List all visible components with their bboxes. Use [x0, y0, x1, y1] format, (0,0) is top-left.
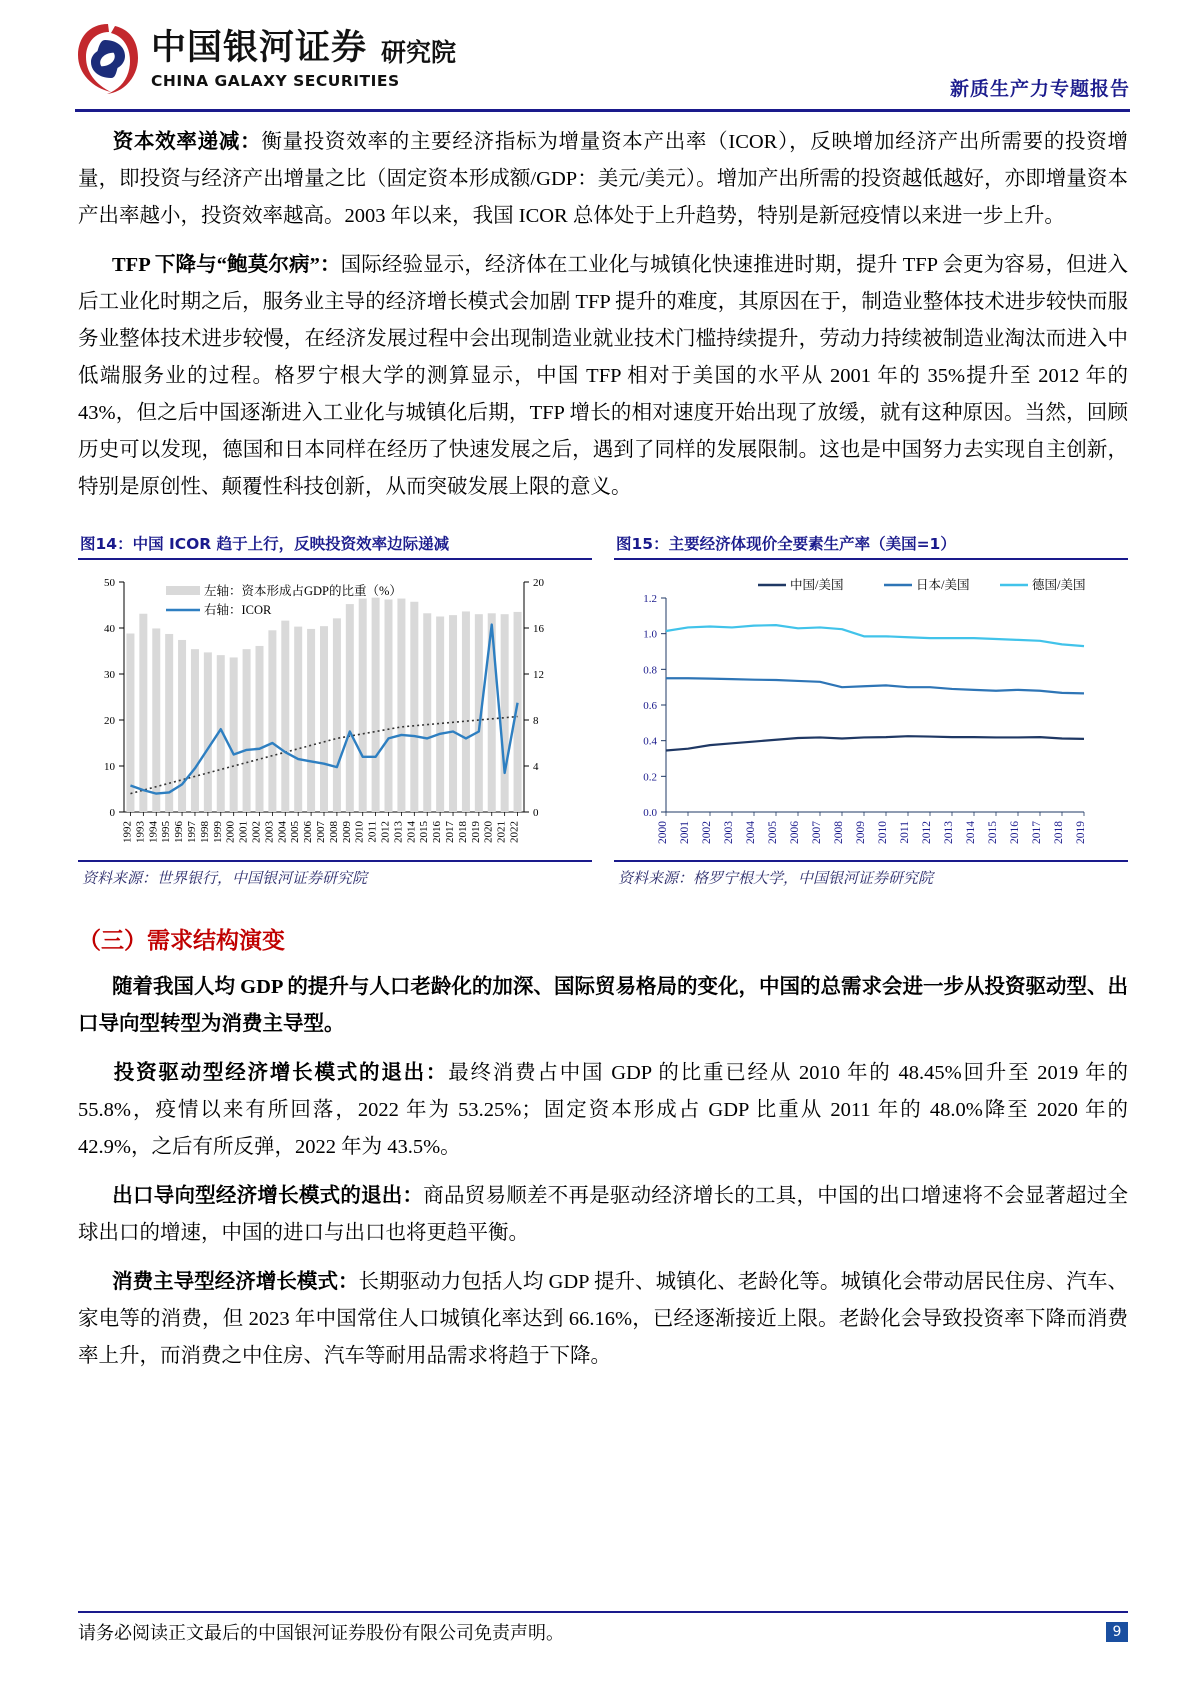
figure-14-source: 资料来源：世界银行，中国银河证券研究院: [78, 860, 592, 888]
fig15-y-tick: 1.0: [643, 628, 657, 641]
fig14-y2-tick: 0: [533, 807, 539, 819]
fig14-bar: [307, 629, 315, 812]
fig15-legend: [758, 577, 1085, 592]
fig15-x-tick: 2019: [1075, 821, 1087, 844]
fig15-x-tick: 2000: [657, 821, 669, 844]
fig14-x-tick: 2011: [366, 820, 379, 843]
fig14-x-tick: 2000: [224, 821, 237, 844]
paragraph-lead: 投资驱动型经济增长模式的退出：: [112, 1062, 449, 1084]
figure-15-title: 图15：主要经济体现价全要素生产率（美国=1）: [614, 530, 1128, 560]
fig14-bar: [152, 628, 160, 812]
fig14-y2-tick: 20: [533, 577, 544, 589]
fig15-legend-label: 中国/美国: [790, 578, 844, 592]
fig14-bar: [385, 599, 393, 812]
paragraph-text: 长期驱动力包括人均 GDP 提升、城镇化、老龄化等。城镇化会带动居民住房、汽车、家电等的消费，但 2023 年中国常住人口城镇化率达到 66.16%，已经逐渐接近上限。老龄化会导致投资率下降而消费率上升，而消费之中住房、汽车等耐用品需求将趋于下降。: [78, 1271, 1128, 1367]
fig15-x-tick: 2012: [921, 821, 933, 844]
paragraph-demand-intro: [78, 969, 1128, 1043]
fig14-x-tick: 2006: [302, 821, 315, 844]
page-footer: [78, 1611, 1128, 1645]
fig14-x-tick: 2001: [237, 820, 250, 843]
brand-lockup: [75, 22, 456, 96]
fig14-x-tick: 2017: [444, 820, 457, 843]
section-heading-demand-structure: （三）需求结构演变: [78, 928, 285, 954]
header-divider: [75, 109, 1130, 112]
fig14-y2-tick: 16: [533, 623, 544, 635]
figure-row: [0, 510, 1190, 888]
figure-14-title: 图14：中国 ICOR 趋于上行，反映投资效率边际递减: [78, 530, 592, 560]
fig14-bar: [397, 599, 405, 812]
fig14-bar: [255, 646, 263, 812]
footer-disclaimer: 请务必阅读正文最后的中国银河证券股份有限公司免责声明。: [78, 1623, 564, 1643]
figure-15-plot: [614, 560, 1128, 860]
fig15-y-tick: 0.6: [643, 700, 657, 712]
fig15-x-tick: 2011: [899, 821, 911, 844]
figure-14: [78, 530, 592, 888]
paragraph-text: 国际经验显示，经济体在工业化与城镇化快速推进时期，提升 TFP 会更为容易，但进入后工业化时期之后，服务业主导的经济增长模式会加剧 TFP 提升的难度，其原因在于，制造业整体技术进步较快而服务业整体技术进步较慢，在经济发展过程中会出现制造业就业技术门槛持续提升，劳动力持续被制造业淘汰而进入中低端服务业的过程。格罗宁根大学的测算显示，中国 TFP 相对于美国的水平从 2001 年的 35%提升至 2012 年的 43%，但之后中国逐渐进入工业化与城镇化后期，TFP 增长的相对速度开始出现了放缓，就有这种原因。当然，回顾历史可以发现，德国和日本同样在经历了快速发展之后，遇到了同样的发展限制。这也是中国努力去实现自主创新，特别是原创性、颠覆性科技创新，从而突破发展上限的意义。: [78, 254, 1129, 498]
fig14-x-tick: 1994: [147, 821, 160, 844]
fig15-x-tick: 2005: [767, 821, 779, 844]
fig14-x-tick: 2019: [469, 821, 482, 844]
brand-name-en: CHINA GALAXY SECURITIES: [151, 71, 400, 90]
paragraph-lead: TFP 下降与“鲍莫尔病”：: [112, 254, 341, 276]
fig15-y-tick: 0.8: [643, 664, 657, 677]
paragraph-capital-efficiency: [78, 124, 1128, 235]
fig14-bar: [410, 602, 418, 812]
fig15-series-line: [666, 678, 1084, 693]
fig14-bar: [243, 649, 251, 812]
fig14-x-tick: 2014: [405, 820, 418, 843]
figure-15-svg: [614, 564, 1104, 864]
paragraph-text: 最终消费占中国 GDP 的比重已经从 2010 年的 48.45%回升至 2019 年的 55.8%，疫情以来有所回落，2022 年为 53.25%；固定资本形成占 GDP 比重从 2011 年的 48.0%降至 2020 年的 42.9%，之后有所反弹，2022 年为 43.5%。: [78, 1062, 1129, 1158]
paragraph-text: 随着我国人均 GDP 的提升与人口老龄化的加深、国际贸易格局的变化，中国的总需求会进一步从投资驱动型、出口导向型转型为消费主导型。: [78, 976, 1128, 1035]
fig15-x-tick: 2009: [855, 821, 867, 844]
fig14-x-tick: 1992: [121, 820, 134, 843]
fig14-x-tick: 2012: [379, 821, 392, 844]
fig14-x-tick: 2002: [250, 820, 263, 843]
fig14-x-tick: 2004: [276, 820, 289, 843]
fig14-bar: [462, 611, 470, 812]
fig14-x-tick: 1993: [134, 820, 147, 843]
paragraph-investment-exit: [78, 1055, 1128, 1166]
fig15-legend-label: 德国/美国: [1032, 578, 1086, 592]
fig14-bar: [346, 604, 354, 812]
page-number-badge: 9: [1106, 1622, 1128, 1642]
fig15-x-tick: 2002: [701, 821, 713, 844]
paragraph-lead: 资本效率递减：: [112, 131, 262, 153]
fig14-bar: [333, 618, 341, 812]
fig14-y2-tick: 8: [533, 715, 539, 727]
brand-text: [151, 30, 456, 90]
fig14-bar: [165, 634, 173, 812]
fig15-x-tick: 2015: [987, 821, 999, 844]
fig14-x-tick: 2013: [392, 821, 405, 844]
fig14-x-tick: 2010: [353, 821, 366, 844]
fig14-x-tick: 2021: [495, 821, 508, 844]
fig14-x-tick: 2020: [482, 820, 495, 843]
fig15-legend-label: 日本/美国: [916, 578, 970, 592]
fig14-bar: [423, 613, 431, 812]
fig14-x-tick: 2009: [340, 821, 353, 844]
fig14-x-tick: 2022: [508, 821, 521, 844]
paragraph-export-exit: [78, 1178, 1128, 1252]
paragraph-lead: 消费主导型经济增长模式：: [112, 1271, 359, 1293]
fig15-x-tick: 2004: [745, 821, 757, 844]
fig14-x-tick: 1995: [160, 820, 173, 843]
page-header: [0, 0, 1190, 118]
fig14-bar: [449, 615, 457, 812]
fig14-x-tick: 2016: [431, 821, 444, 844]
fig14-x-tick: 2015: [418, 821, 431, 844]
fig14-bar: [320, 626, 328, 812]
fig14-bar: [230, 657, 238, 812]
fig14-y2-tick: 4: [533, 761, 539, 773]
fig14-bar: [126, 634, 134, 812]
fig15-x-tick: 2010: [877, 821, 889, 844]
fig14-y-tick: 0: [109, 807, 115, 819]
fig14-x-tick: 1999: [211, 820, 224, 843]
figure-15-source: 资料来源：格罗宁根大学，中国银河证券研究院: [614, 860, 1128, 888]
fig15-x-tick: 2001: [679, 821, 691, 844]
fig15-x-tick: 2018: [1053, 821, 1065, 844]
fig15-x-tick: 2014: [965, 821, 977, 844]
footer-divider: [78, 1611, 1128, 1613]
fig14-bar: [281, 621, 289, 812]
fig14-bar: [359, 599, 367, 812]
brand-institute-cn: 研究院: [381, 37, 457, 67]
fig14-x-tick: 2007: [315, 821, 327, 843]
fig14-bar: [139, 614, 147, 812]
fig15-x-tick: 2007: [811, 821, 823, 844]
fig15-x-tick: 2017: [1031, 821, 1043, 844]
fig14-y2-tick: 12: [533, 669, 544, 681]
fig14-bar: [372, 598, 380, 812]
fig15-series-line: [666, 625, 1084, 646]
figure-14-svg: [78, 564, 568, 864]
fig14-y-tick: 50: [104, 577, 115, 589]
fig14-bar: [204, 652, 212, 812]
fig14-bar: [501, 614, 509, 812]
paragraph-lead: 出口导向型经济增长模式的退出：: [112, 1185, 424, 1207]
fig14-x-tick: 2018: [456, 821, 469, 844]
fig15-y-tick: 0.0: [643, 807, 657, 819]
fig15-x-tick: 2003: [723, 821, 735, 844]
fig15-y-tick: 1.2: [643, 593, 657, 605]
fig14-x-tick: 1996: [173, 820, 186, 843]
fig14-y-tick: 10: [104, 761, 115, 773]
fig14-legend-label: 左轴：资本形成占GDP的比重（%）: [204, 584, 402, 598]
body-bottom: [0, 963, 1190, 1375]
body-top: [0, 118, 1190, 506]
figure-14-plot: [78, 560, 592, 860]
fig14-y-tick: 20: [104, 715, 115, 727]
galaxy-logo-icon: [75, 22, 141, 96]
fig14-x-tick: 1998: [198, 820, 211, 843]
fig15-series-line: [666, 736, 1084, 750]
fig15-x-tick: 2016: [1009, 821, 1021, 844]
fig14-bar: [294, 627, 302, 812]
fig15-y-tick: 0.4: [643, 735, 657, 748]
fig14-y-tick: 40: [104, 623, 115, 635]
fig14-y-tick: 30: [104, 669, 115, 681]
brand-name-cn: 中国银河证券: [151, 28, 368, 69]
fig14-bar: [191, 649, 199, 812]
report-series-label: 新质生产力专题报告: [949, 78, 1130, 100]
figure-15: [614, 530, 1128, 888]
fig15-y-tick: 0.2: [643, 771, 657, 784]
fig14-bar: [268, 630, 276, 812]
paragraph-text: 商品贸易顺差不再是驱动经济增长的工具，中国的出口增速将不会显著超过全球出口的增速，中国的进口与出口也将更趋平衡。: [78, 1185, 1129, 1244]
paragraph-text: 衡量投资效率的主要经济指标为增量资本产出率（ICOR），反映增加经济产出所需要的投资增量，即投资与经济产出增量之比（固定资本形成额/GDP：美元/美元）。增加产出所需的投资越低越好，亦即增量资本产出率越小，投资效率越高。2003 年以来，我国 ICOR 总体处于上升趋势，特别是新冠疫情以来进一步上升。: [78, 131, 1129, 227]
fig15-x-tick: 2006: [789, 821, 801, 844]
fig15-x-tick: 2013: [943, 821, 955, 844]
fig15-x-tick: 2008: [833, 821, 845, 844]
paragraph-tfp: [78, 247, 1128, 506]
fig14-bar: [436, 617, 444, 813]
fig14-x-tick: 2003: [263, 821, 276, 844]
fig14-legend-label: 右轴：ICOR: [204, 603, 272, 617]
fig14-x-tick: 2008: [327, 820, 340, 843]
fig14-x-tick: 1997: [185, 821, 198, 844]
paragraph-consumption-led: [78, 1264, 1128, 1375]
fig14-x-tick: 2005: [289, 820, 302, 843]
